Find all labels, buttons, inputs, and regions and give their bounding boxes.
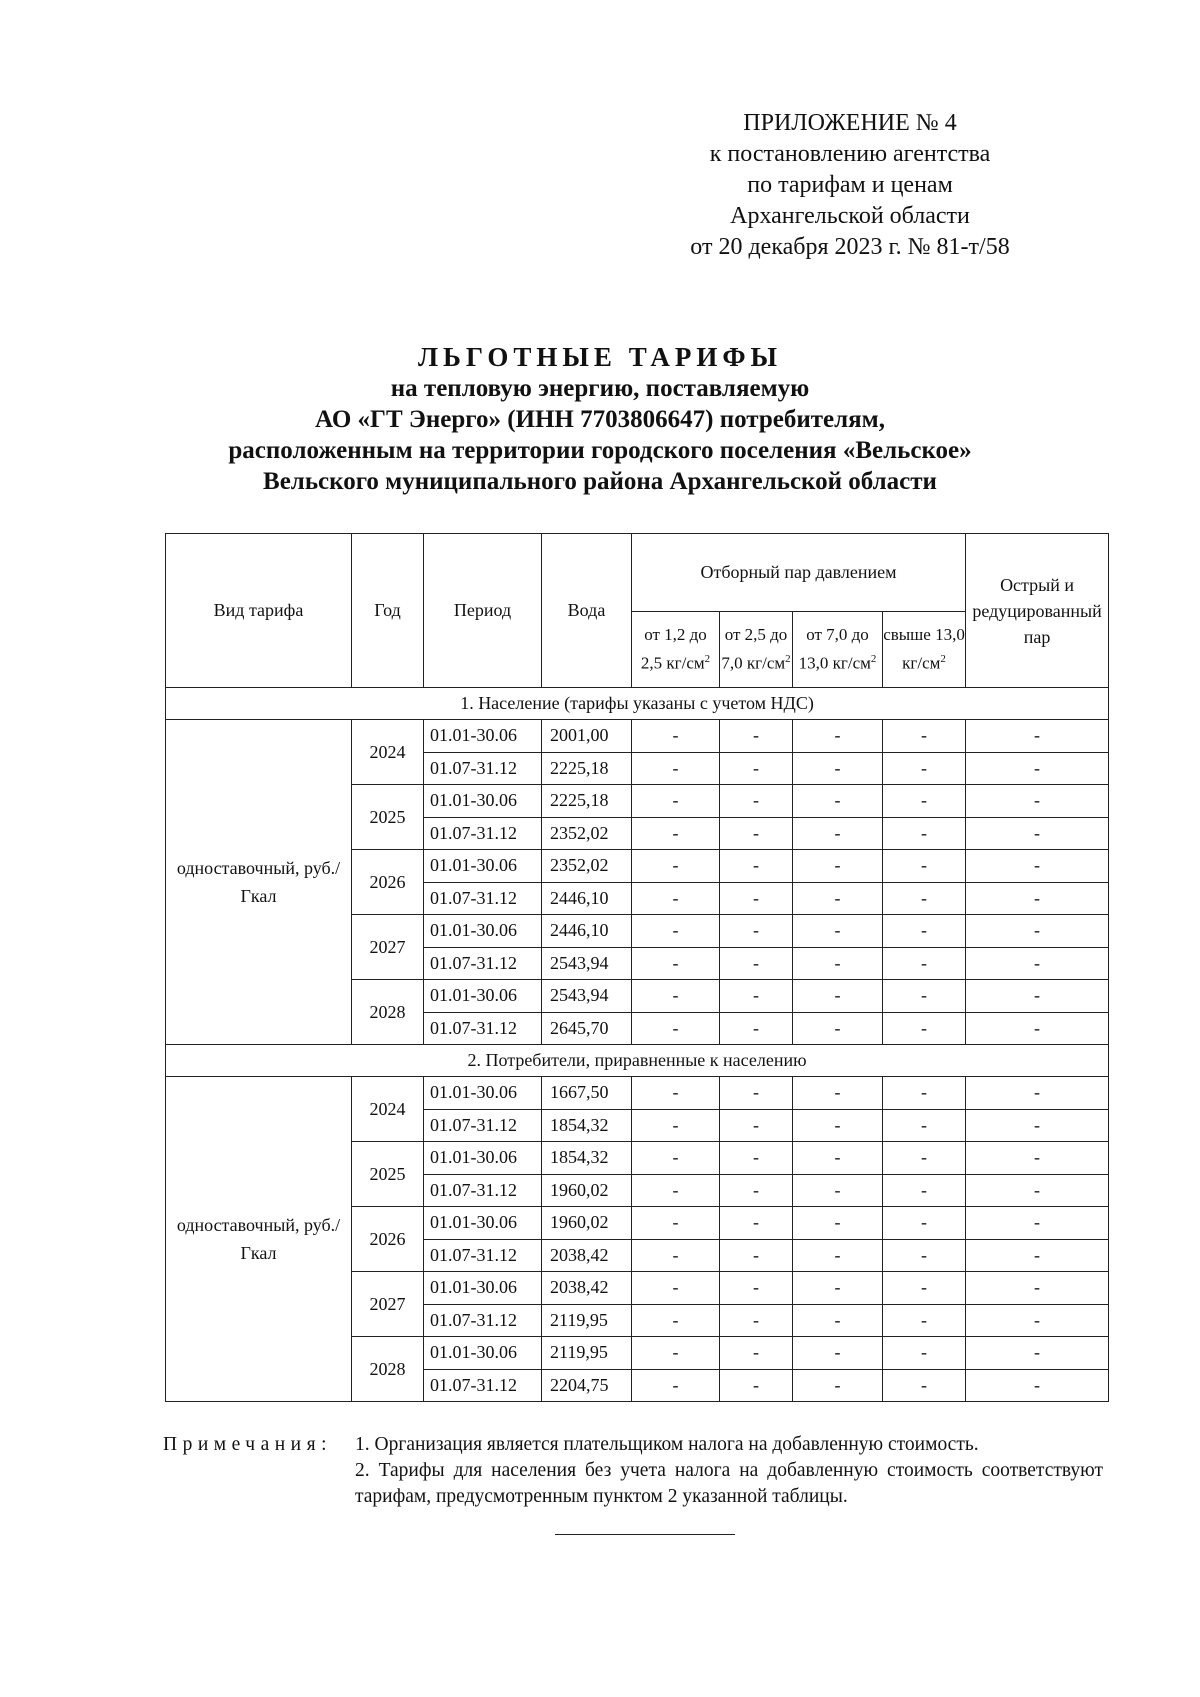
dash-cell: -	[720, 947, 793, 980]
appendix-line: по тарифам и ценам	[747, 172, 953, 198]
document-title	[150, 342, 1050, 497]
dash-cell: -	[883, 882, 966, 915]
dash-cell: -	[883, 785, 966, 818]
dash-cell: -	[720, 1109, 793, 1142]
title-line: расположенным на территории городского поселения «Вельское»	[228, 437, 972, 464]
dash-cell: -	[883, 980, 966, 1013]
dash-cell: -	[793, 720, 883, 753]
header-tariff-type: Вид тарифа	[166, 534, 352, 688]
year-cell: 2025	[352, 1142, 424, 1207]
header-sharp-steam-label: Острый и редуцированный пар	[972, 574, 1102, 647]
appendix-line: Архангельской области	[730, 203, 970, 229]
period-cell: 01.07-31.12	[424, 1304, 542, 1337]
dash-cell: -	[966, 1207, 1109, 1240]
dash-cell: -	[883, 752, 966, 785]
notes-label: Примечания:	[163, 1434, 332, 1455]
dash-cell: -	[793, 1304, 883, 1337]
header-extraction-steam: Отборный пар давлением	[632, 534, 966, 612]
tariff-type-cell: одноставочный, руб./Гкал	[166, 1077, 352, 1402]
year-cell: 2025	[352, 785, 424, 850]
dash-cell: -	[632, 1239, 720, 1272]
water-value-cell: 1854,32	[542, 1109, 632, 1142]
period-cell: 01.07-31.12	[424, 1109, 542, 1142]
dash-cell: -	[793, 850, 883, 883]
dash-cell: -	[793, 1012, 883, 1045]
note-item: 2. Тарифы для населения без учета налога на добавленную стоимость соответствуют тарифам, предусмотренным пунктом 2 указанной таблицы.	[355, 1460, 1103, 1507]
pressure-2-label: от 2,5 до 7,0 кг/см	[721, 625, 788, 673]
dash-cell: -	[966, 882, 1109, 915]
dash-cell: -	[793, 915, 883, 948]
dash-cell: -	[883, 1272, 966, 1305]
dash-cell: -	[632, 1369, 720, 1402]
year-cell: 2026	[352, 1207, 424, 1272]
table-row	[166, 720, 1109, 753]
dash-cell: -	[793, 1337, 883, 1370]
dash-cell: -	[793, 1239, 883, 1272]
dash-cell: -	[883, 817, 966, 850]
appendix-date: от 20 декабря 2023 г. № 81-т/58	[690, 234, 1010, 260]
section-title: 2. Потребители, приравненные к населению	[166, 1045, 1109, 1077]
dash-cell: -	[966, 752, 1109, 785]
dash-cell: -	[966, 720, 1109, 753]
period-cell: 01.07-31.12	[424, 1239, 542, 1272]
dash-cell: -	[793, 1109, 883, 1142]
water-value-cell: 1667,50	[542, 1077, 632, 1110]
dash-cell: -	[720, 1174, 793, 1207]
dash-cell: -	[966, 947, 1109, 980]
dash-cell: -	[966, 785, 1109, 818]
dash-cell: -	[966, 1239, 1109, 1272]
dash-cell: -	[966, 850, 1109, 883]
water-value-cell: 2119,95	[542, 1337, 632, 1370]
notes-items	[355, 1432, 1103, 1510]
year-cell: 2027	[352, 915, 424, 980]
period-cell: 01.01-30.06	[424, 980, 542, 1013]
dash-cell: -	[966, 817, 1109, 850]
water-value-cell: 1960,02	[542, 1207, 632, 1240]
dash-cell: -	[793, 1077, 883, 1110]
year-cell: 2027	[352, 1272, 424, 1337]
year-cell: 2028	[352, 980, 424, 1045]
dash-cell: -	[883, 1207, 966, 1240]
period-cell: 01.01-30.06	[424, 1337, 542, 1370]
water-value-cell: 2543,94	[542, 980, 632, 1013]
dash-cell: -	[632, 915, 720, 948]
water-value-cell: 2204,75	[542, 1369, 632, 1402]
year-cell: 2024	[352, 720, 424, 785]
appendix-line: к постановлению агентства	[709, 141, 991, 167]
period-cell: 01.07-31.12	[424, 752, 542, 785]
period-cell: 01.01-30.06	[424, 915, 542, 948]
dash-cell: -	[793, 1207, 883, 1240]
dash-cell: -	[883, 1142, 966, 1175]
dash-cell: -	[720, 1337, 793, 1370]
dash-cell: -	[632, 1304, 720, 1337]
dash-cell: -	[883, 1337, 966, 1370]
period-cell: 01.01-30.06	[424, 1077, 542, 1110]
period-cell: 01.07-31.12	[424, 947, 542, 980]
dash-cell: -	[883, 1012, 966, 1045]
header-pressure-1	[632, 612, 720, 688]
dash-cell: -	[632, 947, 720, 980]
period-cell: 01.07-31.12	[424, 882, 542, 915]
dash-cell: -	[720, 720, 793, 753]
water-value-cell: 2446,10	[542, 915, 632, 948]
year-cell: 2028	[352, 1337, 424, 1402]
period-cell: 01.01-30.06	[424, 1272, 542, 1305]
dash-cell: -	[632, 785, 720, 818]
dash-cell: -	[632, 1109, 720, 1142]
water-value-cell: 2446,10	[542, 882, 632, 915]
section-title: 1. Население (тарифы указаны с учетом НДС)	[166, 688, 1109, 720]
dash-cell: -	[720, 882, 793, 915]
dash-cell: -	[793, 1369, 883, 1402]
note-item: 1. Организация является плательщиком налога на добавленную стоимость.	[355, 1434, 979, 1455]
header-pressure-3	[793, 612, 883, 688]
dash-cell: -	[632, 1207, 720, 1240]
water-value-cell: 1854,32	[542, 1142, 632, 1175]
dash-cell: -	[883, 850, 966, 883]
table-row	[166, 1077, 1109, 1110]
dash-cell: -	[720, 1239, 793, 1272]
header-year: Год	[352, 534, 424, 688]
dash-cell: -	[720, 1369, 793, 1402]
header-pressure-2	[720, 612, 793, 688]
period-cell: 01.01-30.06	[424, 850, 542, 883]
title-line: на тепловую энергию, поставляемую	[390, 375, 810, 402]
dash-cell: -	[883, 1109, 966, 1142]
dash-cell: -	[883, 720, 966, 753]
dash-cell: -	[793, 785, 883, 818]
dash-cell: -	[966, 1012, 1109, 1045]
header-water: Вода	[542, 534, 632, 688]
water-value-cell: 2001,00	[542, 720, 632, 753]
dash-cell: -	[720, 1272, 793, 1305]
tariff-table	[165, 533, 1109, 1402]
tariff-type-cell: одноставочный, руб./Гкал	[166, 720, 352, 1045]
dash-cell: -	[793, 752, 883, 785]
header-period: Период	[424, 534, 542, 688]
dash-cell: -	[720, 817, 793, 850]
sup: 2	[940, 653, 946, 666]
period-cell: 01.07-31.12	[424, 1174, 542, 1207]
closing-rule	[555, 1534, 735, 1535]
water-value-cell: 1960,02	[542, 1174, 632, 1207]
dash-cell: -	[793, 882, 883, 915]
dash-cell: -	[883, 1369, 966, 1402]
dash-cell: -	[966, 915, 1109, 948]
period-cell: 01.01-30.06	[424, 1142, 542, 1175]
title-main: ЛЬГОТНЫЕ ТАРИФЫ	[417, 342, 783, 372]
appendix-block	[600, 108, 1100, 263]
dash-cell: -	[632, 1272, 720, 1305]
dash-cell: -	[966, 1369, 1109, 1402]
dash-cell: -	[720, 1077, 793, 1110]
dash-cell: -	[632, 1142, 720, 1175]
title-line: АО «ГТ Энерго» (ИНН 7703806647) потребителям,	[315, 406, 885, 433]
dash-cell: -	[632, 1174, 720, 1207]
water-value-cell: 2352,02	[542, 817, 632, 850]
water-value-cell: 2543,94	[542, 947, 632, 980]
sup: 2	[704, 653, 711, 666]
dash-cell: -	[720, 752, 793, 785]
dash-cell: -	[632, 850, 720, 883]
dash-cell: -	[793, 1142, 883, 1175]
header-sharp-steam	[966, 534, 1109, 688]
dash-cell: -	[966, 1304, 1109, 1337]
dash-cell: -	[632, 720, 720, 753]
period-cell: 01.07-31.12	[424, 1369, 542, 1402]
dash-cell: -	[966, 1174, 1109, 1207]
dash-cell: -	[720, 915, 793, 948]
dash-cell: -	[632, 817, 720, 850]
period-cell: 01.01-30.06	[424, 1207, 542, 1240]
dash-cell: -	[966, 1337, 1109, 1370]
dash-cell: -	[720, 1207, 793, 1240]
period-cell: 01.01-30.06	[424, 720, 542, 753]
dash-cell: -	[632, 752, 720, 785]
period-cell: 01.07-31.12	[424, 817, 542, 850]
dash-cell: -	[720, 785, 793, 818]
dash-cell: -	[966, 980, 1109, 1013]
dash-cell: -	[632, 1337, 720, 1370]
pressure-1-label: от 1,2 до 2,5 кг/см	[640, 625, 707, 673]
water-value-cell: 2119,95	[542, 1304, 632, 1337]
water-value-cell: 2225,18	[542, 752, 632, 785]
pressure-3-label: от 7,0 до 13,0 кг/см	[798, 625, 871, 673]
dash-cell: -	[966, 1272, 1109, 1305]
dash-cell: -	[720, 850, 793, 883]
water-value-cell: 2225,18	[542, 785, 632, 818]
dash-cell: -	[883, 947, 966, 980]
header-pressure-4	[883, 612, 966, 688]
water-value-cell: 2038,42	[542, 1239, 632, 1272]
water-value-cell: 2352,02	[542, 850, 632, 883]
year-cell: 2024	[352, 1077, 424, 1142]
dash-cell: -	[632, 1012, 720, 1045]
dash-cell: -	[883, 1174, 966, 1207]
period-cell: 01.07-31.12	[424, 1012, 542, 1045]
sup: 2	[785, 653, 791, 666]
dash-cell: -	[632, 1077, 720, 1110]
dash-cell: -	[720, 1304, 793, 1337]
title-line: Вельского муниципального района Архангельской области	[263, 468, 937, 495]
dash-cell: -	[632, 882, 720, 915]
appendix-number: ПРИЛОЖЕНИЕ № 4	[743, 110, 957, 136]
dash-cell: -	[793, 980, 883, 1013]
water-value-cell: 2645,70	[542, 1012, 632, 1045]
dash-cell: -	[632, 980, 720, 1013]
dash-cell: -	[883, 1304, 966, 1337]
dash-cell: -	[966, 1077, 1109, 1110]
dash-cell: -	[793, 817, 883, 850]
sup: 2	[870, 653, 877, 666]
dash-cell: -	[720, 980, 793, 1013]
dash-cell: -	[793, 947, 883, 980]
dash-cell: -	[793, 1272, 883, 1305]
dash-cell: -	[720, 1012, 793, 1045]
water-value-cell: 2038,42	[542, 1272, 632, 1305]
dash-cell: -	[883, 1239, 966, 1272]
dash-cell: -	[883, 915, 966, 948]
dash-cell: -	[966, 1109, 1109, 1142]
dash-cell: -	[966, 1142, 1109, 1175]
dash-cell: -	[720, 1142, 793, 1175]
dash-cell: -	[793, 1174, 883, 1207]
period-cell: 01.01-30.06	[424, 785, 542, 818]
pressure-4-label: свыше 13,0 кг/см	[883, 625, 965, 673]
year-cell: 2026	[352, 850, 424, 915]
dash-cell: -	[883, 1077, 966, 1110]
